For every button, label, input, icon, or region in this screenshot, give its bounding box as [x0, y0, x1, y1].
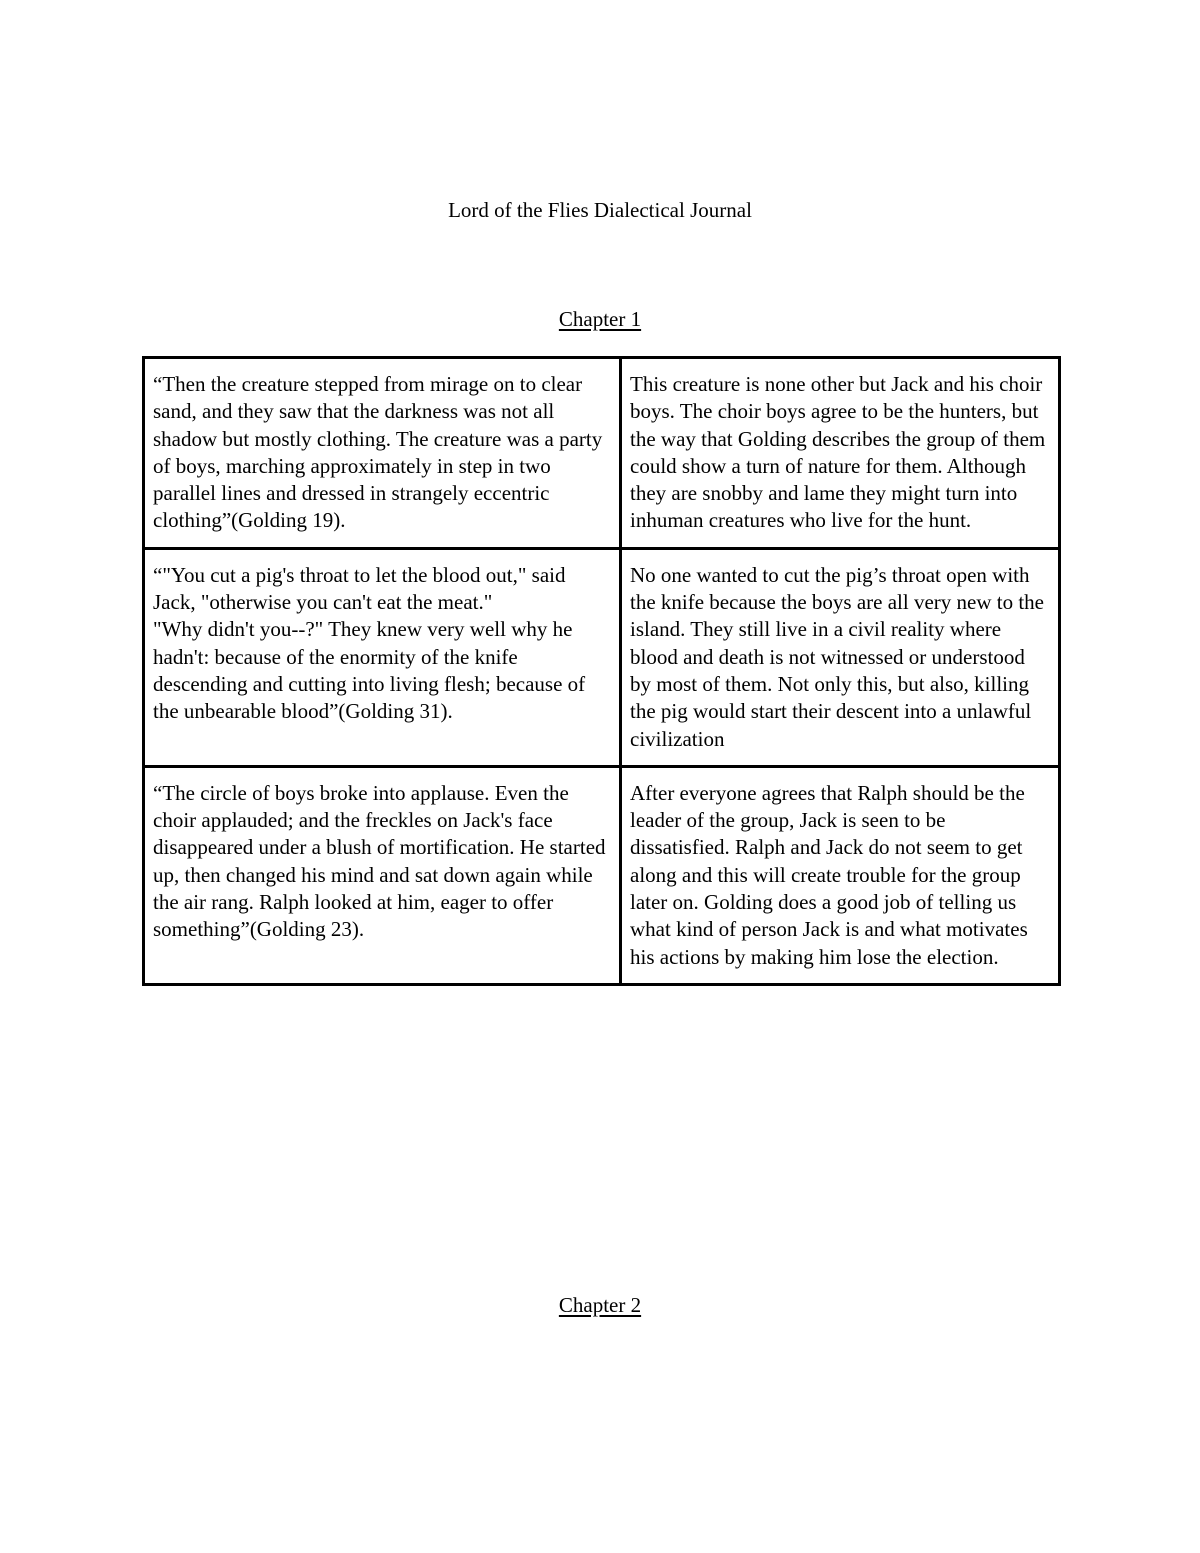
chapter-1-heading: Chapter 1 [558, 307, 642, 331]
table-row [144, 548, 1060, 766]
quote-cell: “Then the creature stepped from mirage on to clear sand, and they saw that the darkness was not all shadow but mostly clothing. The creature was a party of boys, marching approximately in step in two parallel lines and dressed in strangely eccentric clothing”(Golding 19). [144, 358, 621, 549]
quote-cell: “"You cut a pig's throat to let the blood out," said Jack, "otherwise you can't eat the meat." "Why didn't you--?" They knew very well why he hadn't: because of the enormity of the knife descending and cutting into living flesh; because of the unbearable blood”(Golding 31). [144, 548, 621, 766]
response-cell: After everyone agrees that Ralph should be the leader of the group, Jack is seen to be dissatisfied. Ralph and Jack do not seem to get along and this will create trouble for the group later on. Golding does a good job of telling us what kind of person Jack is and what motivates his actions by making him lose the election. [621, 766, 1060, 984]
chapter-2-heading: Chapter 2 [558, 1293, 642, 1317]
page-title: Lord of the Flies Dialectical Journal [448, 198, 752, 222]
response-cell: This creature is none other but Jack and his choir boys. The choir boys agree to be the hunters, but the way that Golding describes the group of them could show a turn of nature for them. Although they are snobby and lame they might turn into inhuman creatures who live for the hunt. [621, 358, 1060, 549]
quote-cell: “The circle of boys broke into applause. Even the choir applauded; and the freckles on Jack's face disappeared under a blush of mortification. He started up, then changed his mind and sat down again while the air rang. Ralph looked at him, eager to offer something”(Golding 23). [144, 766, 621, 984]
response-cell: No one wanted to cut the pig’s throat open with the knife because the boys are all very new to the island. They still live in a civil reality where blood and death is not witnessed or understood by most of them. Not only this, but also, killing the pig would start their descent into a unlawful civilization [621, 548, 1060, 766]
table-row [144, 766, 1060, 984]
journal-table-chapter-1 [142, 356, 1061, 986]
table-row [144, 358, 1060, 549]
